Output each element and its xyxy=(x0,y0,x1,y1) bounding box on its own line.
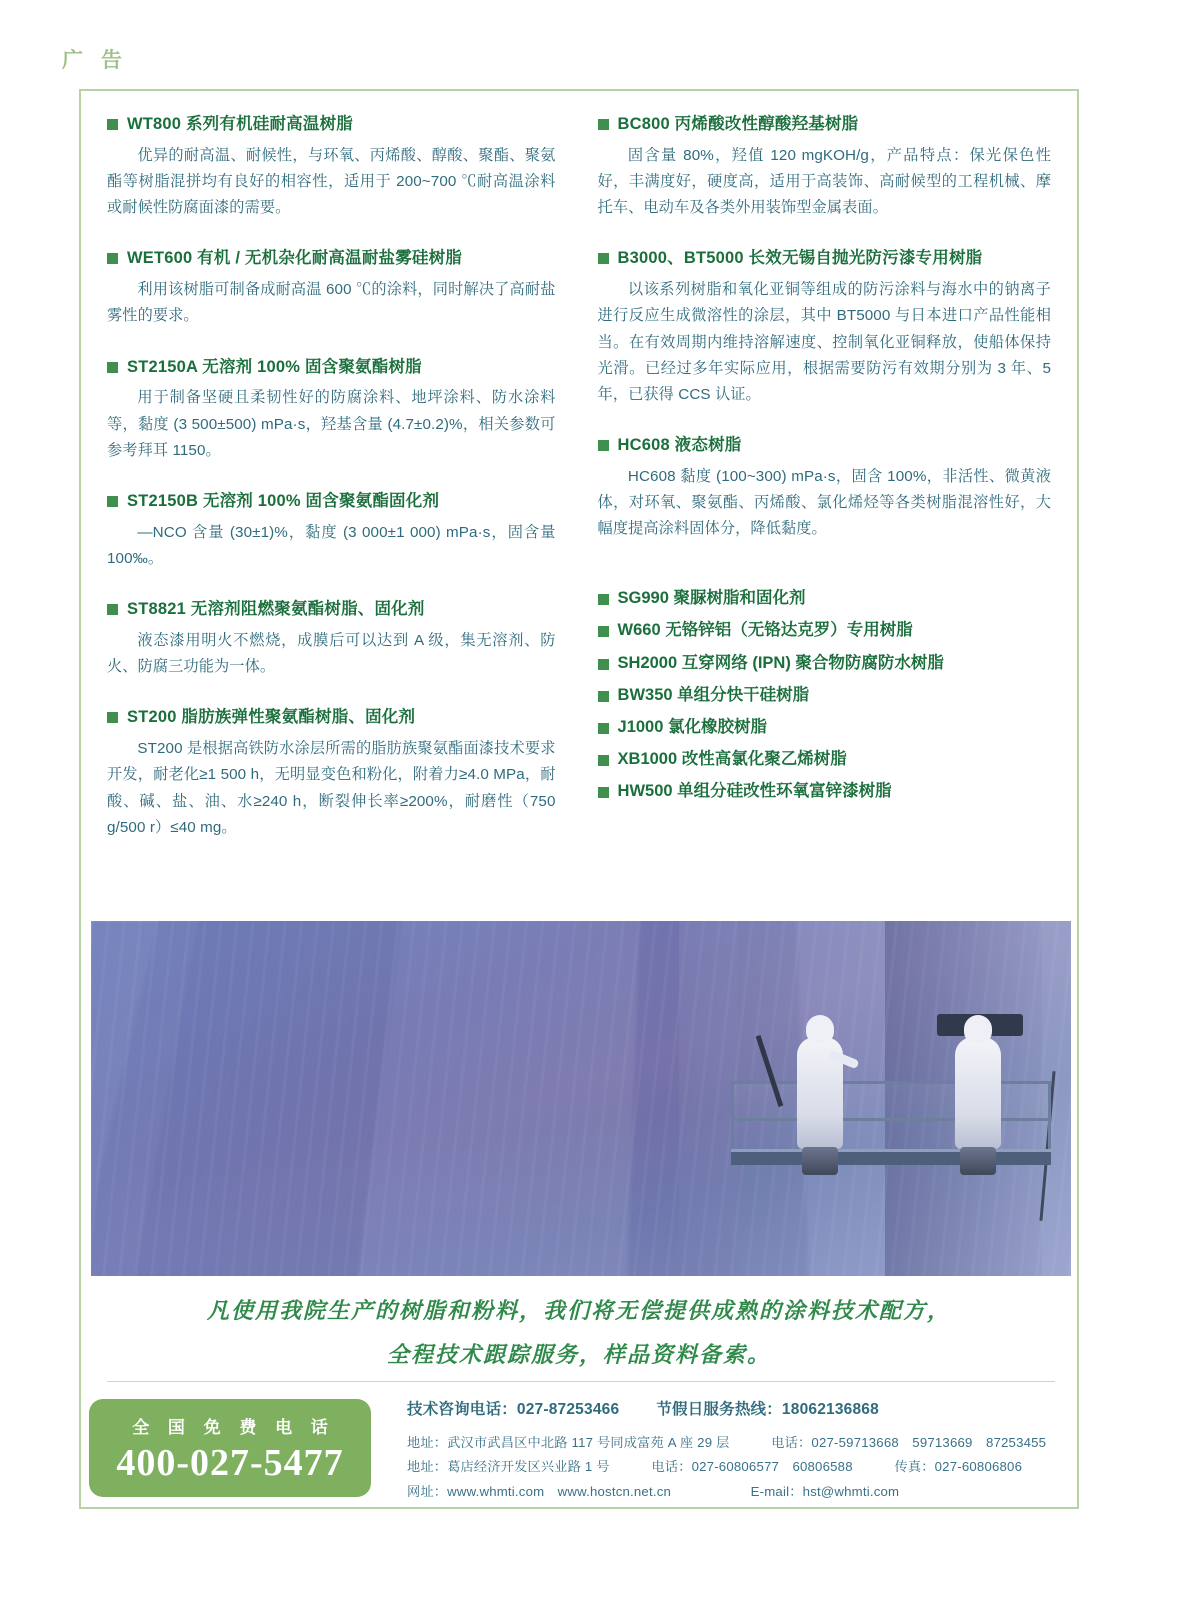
advertisement-marker: 广 告 xyxy=(62,49,128,72)
product-block xyxy=(107,113,556,221)
left-column xyxy=(107,113,556,841)
product-heading-label: WET600 有机 / 无机杂化耐高温耐盐雾硅树脂 xyxy=(127,249,463,268)
product-heading-label: BC800 丙烯酸改性醇酸羟基树脂 xyxy=(617,115,859,133)
square-bullet-icon xyxy=(598,723,609,734)
product-heading-label: ST200 脂肪族弹性聚氨酯树脂、固化剂 xyxy=(127,708,416,727)
right-column xyxy=(598,113,1051,841)
square-bullet-icon xyxy=(107,362,118,373)
list-item-label: BW350 单组分快干硅树脂 xyxy=(617,685,810,704)
product-description: HC608 黏度 (100~300) mPa·s，固含 100%，非活性、微黄液体，对环氧、聚氨酯、丙烯酸、氯化烯烃等各类树脂混溶性好，大幅度提高涂料固体分，降低黏度。 xyxy=(597,467,1051,538)
product-description: 利用该树脂可制备成耐高温 600 ℃的涂料，同时解决了高耐盐雾性的要求。 xyxy=(107,281,556,325)
product-description: 用于制备坚硬且柔韧性好的防腐涂料、地坪涂料、防水涂料等，黏度 (3 500±500) mPa·s，羟基含量 (4.7±0.2)%，相关参数可参考拜耳 1150。 xyxy=(107,389,556,459)
product-description: 以该系列树脂和氧化亚铜等组成的防污涂料与海水中的钠离子进行反应生成微溶性的涂层，其中 BT5000 与日本进口产品性能相当。在有效周期内维持溶解速度、控制氧化亚铜释放，使船体保持光滑。已经过多年实际应用，根据需要防污有效期分别为 3 年、5 年，已获得 CCS 认证。 xyxy=(597,281,1051,403)
list-item xyxy=(598,775,1051,807)
product-name-list xyxy=(598,582,1051,807)
square-bullet-icon xyxy=(598,626,609,637)
web-row xyxy=(407,1480,1077,1504)
product-heading xyxy=(107,706,556,730)
hotline-label: 全 国 免 费 电 话 xyxy=(132,1418,335,1437)
square-bullet-icon xyxy=(107,253,118,264)
tech-consult-phone: 技术咨询电话：027-87253466 xyxy=(407,1401,620,1418)
product-heading-label: HC608 液态树脂 xyxy=(617,435,742,454)
website[interactable]: 网址：www.whmti.com www.hostcn.net.cn xyxy=(407,1483,672,1499)
worker-suit xyxy=(955,1037,1001,1149)
address-2: 地址：葛店经济开发区兴业路 1 号 xyxy=(407,1459,610,1475)
product-block xyxy=(107,706,556,840)
address-1-phone: 电话：027-59713668 59713669 87253455 xyxy=(771,1435,1047,1450)
list-item-label: XB1000 改性高氯化聚乙烯树脂 xyxy=(617,750,847,769)
address-1: 地址：武汉市武昌区中北路 117 号同成富苑 A 座 29 层 xyxy=(407,1435,730,1450)
slogan-line-1: 凡使用我院生产的树脂和粉料，我们将无偿提供成熟的涂料技术配方， xyxy=(206,1298,951,1323)
worker-legs xyxy=(802,1147,838,1175)
footer-divider xyxy=(107,1381,1055,1382)
product-description: —NCO 含量 (30±1)%，黏度 (3 000±1 000) mPa·s，固含量 100‰。 xyxy=(107,523,556,567)
address-row-1 xyxy=(407,1431,1077,1455)
product-block xyxy=(107,490,556,572)
contact-details xyxy=(371,1391,1077,1511)
holiday-hotline: 节假日服务热线：18062136868 xyxy=(656,1401,879,1418)
phone-row xyxy=(407,1397,1077,1419)
list-item xyxy=(598,614,1051,646)
list-item xyxy=(598,582,1051,614)
product-heading xyxy=(598,434,1051,458)
square-bullet-icon xyxy=(107,496,118,507)
product-description: ST200 是根据高铁防水涂层所需的脂肪族聚氨酯面漆技术要求开发，耐老化≥1 500 h，无明显变色和粉化，附着力≥4.0 MPa，耐酸、碱、盐、油、水≥240 h，断裂伸长率≥200%，耐磨性（750 g/500 r）≤40 mg。 xyxy=(107,740,556,836)
ship-hull-painting-photo xyxy=(91,921,1071,1276)
square-bullet-icon xyxy=(598,755,609,766)
square-bullet-icon xyxy=(598,253,609,264)
product-heading-label: ST2150A 无溶剂 100% 固含聚氨酯树脂 xyxy=(127,357,422,376)
product-block xyxy=(107,356,556,464)
page-frame xyxy=(79,89,1079,1509)
product-heading-label: ST2150B 无溶剂 100% 固含聚氨酯固化剂 xyxy=(127,491,440,510)
square-bullet-icon xyxy=(598,119,609,130)
product-block xyxy=(598,247,1051,408)
product-heading xyxy=(598,113,1051,137)
footer xyxy=(81,1391,1077,1511)
product-heading xyxy=(107,598,556,622)
product-description: 优异的耐高温、耐候性，与环氧、丙烯酸、醇酸、聚酯、聚氨酯等树脂混拼均有良好的相容性，适用于 200~700 ℃耐高温涂料或耐候性防腐面漆的需要。 xyxy=(107,146,556,217)
list-item xyxy=(598,711,1051,743)
worker-figure xyxy=(797,1037,843,1149)
list-item-label: W660 无铬锌铝（无铬达克罗）专用树脂 xyxy=(617,621,913,640)
address-2-phone: 电话：027-60806577 60806588 xyxy=(651,1459,853,1475)
list-item xyxy=(598,743,1051,775)
product-heading xyxy=(107,247,556,271)
product-block xyxy=(107,598,556,680)
product-heading xyxy=(107,490,556,514)
square-bullet-icon xyxy=(598,691,609,702)
address-row-2 xyxy=(407,1455,1077,1479)
square-bullet-icon xyxy=(598,594,609,605)
product-heading xyxy=(107,113,556,137)
product-heading-label: B3000、BT5000 长效无锡自抛光防污漆专用树脂 xyxy=(617,249,983,268)
worker-hood xyxy=(964,1015,992,1043)
product-heading-label: ST8821 无溶剂阻燃聚氨酯树脂、固化剂 xyxy=(127,600,425,619)
address-2-fax: 传真：027-60806806 xyxy=(894,1459,1023,1475)
square-bullet-icon xyxy=(107,604,118,615)
worker-hood xyxy=(806,1015,834,1043)
list-item xyxy=(598,679,1051,711)
hotline-number: 400-027-5477 xyxy=(116,1442,344,1484)
list-item xyxy=(598,647,1051,679)
product-heading-label: WT800 系列有机硅耐高温树脂 xyxy=(127,115,353,133)
worker-legs xyxy=(960,1147,996,1175)
toll-free-hotline-badge xyxy=(89,1399,371,1497)
list-item-label: SG990 聚脲树脂和固化剂 xyxy=(617,589,806,608)
square-bullet-icon xyxy=(598,659,609,670)
worker-figure xyxy=(955,1037,1001,1149)
product-block xyxy=(598,434,1051,542)
square-bullet-icon xyxy=(598,440,609,451)
list-item-label: HW500 单组分硅改性环氧富锌漆树脂 xyxy=(617,782,892,801)
product-description: 液态漆用明火不燃烧，成膜后可以达到 A 级，集无溶剂、防火、防腐三功能为一体。 xyxy=(107,632,556,676)
product-heading xyxy=(107,356,556,380)
work-platform xyxy=(731,1149,1051,1165)
product-block xyxy=(598,113,1051,221)
list-item-label: J1000 氯化橡胶树脂 xyxy=(617,718,767,736)
square-bullet-icon xyxy=(107,712,118,723)
square-bullet-icon xyxy=(598,787,609,798)
square-bullet-icon xyxy=(107,119,118,130)
email[interactable]: E-mail：hst@whmti.com xyxy=(750,1483,900,1499)
product-heading xyxy=(598,247,1051,271)
slogan-line-2: 全程技术跟踪服务，样品资料备索。 xyxy=(386,1342,771,1367)
content-columns xyxy=(81,91,1077,841)
list-item-label: SH2000 互穿网络 (IPN) 聚合物防腐防水树脂 xyxy=(617,653,944,672)
product-block xyxy=(107,247,556,329)
slogan xyxy=(81,1289,1077,1377)
product-description: 固含量 80%，羟值 120 mgKOH/g，产品特点：保光保色性好，丰满度好，硬度高，适用于高装饰、高耐候型的工程机械、摩托车、电动车及各类外用装饰型金属表面。 xyxy=(597,146,1051,217)
